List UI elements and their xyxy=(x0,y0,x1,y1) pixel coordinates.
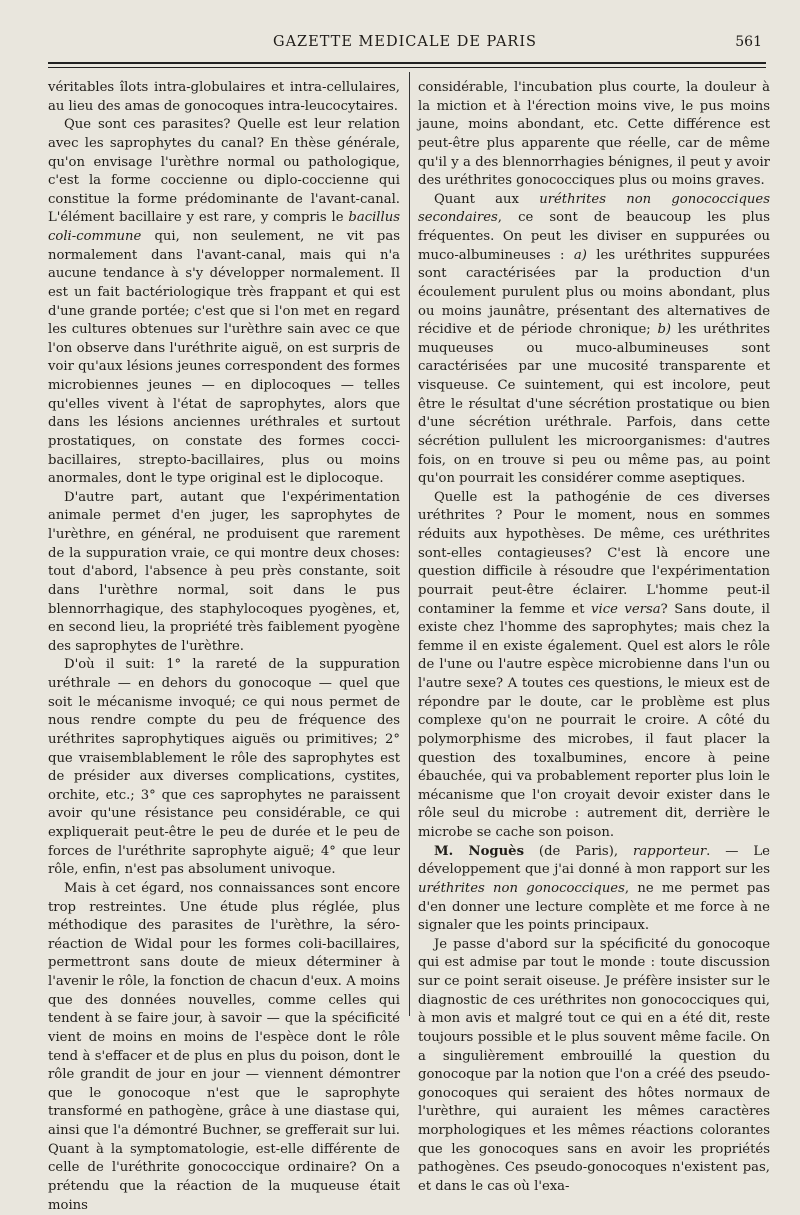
paragraph: M. Noguès (de Paris), rapporteur. — Le développement que j'ai donné à mon rapport sur les uréthrites non gonococciques, ne me permet pas d'en donner une lecture complète et me force à ne signaler que les points principaux. xyxy=(418,843,770,934)
paragraph: Que sont ces parasites? Quelle est leur relation avec les saprophytes du canal? En thèse générale, qu'on envisage l'urèthre normal ou pathologique, c'est la forme coccienne ou diplo-coccienne qui constitue la forme prédominante de l'avant-canal. L'élément bacillaire y est rare, y compris le bacillus coli-commune qui, non seulement, ne vit pas normalement dans l'avant-canal, mais qui n'a aucune tendance à s'y développer normalement. Il est un fait bactériologique très frappant et qui est d'une grande portée; c'est que si l'on met en regard les cultures obtenues sur l'urèthre sain avec ce que l'on observe dans l'uréthrite aiguë, on est surpris de voir qu'aux lésions jeunes correspondent des formes microbiennes jeunes — en diplocoques — telles qu'elles vivent à l'état de saprophytes, alors que dans les lésions anciennes uréthrales et surtout prostatiques, on constate des formes cocci-bacillaires, strepto-bacillaires, plus ou moins anormales, dont le type original est le diplocoque. xyxy=(48,117,400,487)
left-column xyxy=(48,79,400,1215)
journal-title: GAZETTE MEDICALE DE PARIS xyxy=(273,34,537,50)
paragraph: D'où il suit: 1° la rareté de la suppuration uréthrale — en dehors du gonocoque — quel que soit le mécanisme invoqué; ce qui nous permet de nous rendre compte du peu de fréquence des uréthrites saprophytiques aiguës ou primitives; 2° que vraisemblablement le rôle des saprophytes est de présider aux diverses complications, cystites, orchite, etc.; 3° que ces saprophytes ne paraissent avoir qu'une résistance peu considérable, ce qui expliquerait peut-être le peu de durée et le peu de forces de l'uréthrite saprophyte aiguë; 4° que leur rôle, enfin, n'est pas absolument univoque. xyxy=(48,657,400,878)
page-header xyxy=(48,34,762,58)
header-rule-thin xyxy=(48,67,766,68)
paragraph: véritables îlots intra-globulaires et intra-cellulaires, au lieu des amas de gonocoques intra-leucocytaires. xyxy=(48,80,400,114)
header-rule xyxy=(48,62,766,64)
paragraph: considérable, l'incubation plus courte, la douleur à la miction et à l'érection moins vive, le pus moins jaune, moins abondant, etc. Cette différence est peut-être plus apparente que réelle, car de même qu'il y a des blennorrhagies bénignes, il peut y avoir des uréthrites gonococciques plus ou moins graves. xyxy=(418,80,770,189)
paragraph: Quant aux uréthrites non gonococciques secondaires, ce sont de beaucoup les plus fréquentes. On peut les diviser en suppurées ou muco-albumineuses : a) les uréthrites suppurées sont caractérisées par la production d'un écoulement purulent plus ou moins abondant, plus ou moins jaunâtre, présentant des alternatives de récidive et de période chronique; b) les uréthrites muqueuses ou muco-albumineuses sont caractérisées par une mucosité transparente et visqueuse. Ce suintement, qui est incolore, peut être le résultat d'une sécrétion prostatique ou bien d'une sécrétion uréthrale. Parfois, dans cette sécrétion pullulent les microorganismes: d'autres fois, on en trouve si peu ou même pas, au point qu'on pourrait les considérer comme aseptiques. xyxy=(418,191,771,487)
paragraph: Quelle est la pathogénie de ces diverses uréthrites ? Pour le moment, nous en sommes réduits aux hypothèses. De même, ces uréthrites sont-elles contagieuses? C'est là encore une question difficile à résoudre que l'expérimentation pourrait peut-être éclairer. L'homme peut-il contaminer la femme et vice versa? Sans doute, il existe chez l'homme des saprophytes; mais chez la femme il en existe également. Quel est alors le rôle de l'une ou l'autre espèce microbienne dans l'un ou l'autre sexe? A toutes ces questions, le mieux est de répondre par le doute, car le problème est plus complexe qu'on ne pourrait le croire. A côté du polymorphisme des microbes, il faut placer la question des toxalbumines, encore à peine ébauchée, qui va probablement reporter plus loin le mécanisme que l'on croyait devoir exister dans le rôle seul du microbe : autrement dit, derrière le microbe se cache son poison. xyxy=(418,489,770,840)
right-column xyxy=(418,79,770,1197)
paragraph: Mais à cet égard, nos connaissances sont encore trop restreintes. Une étude plus réglée, plus méthodique des parasites de l'urèthre, la séro-réaction de Widal pour les formes coli-bacillaires, permettront sans doute de mieux déterminer à l'avenir le rôle, la fonction de chacun d'eux. A moins que des données nouvelles, comme celles qui tendent à se faire jour, à savoir — que la spécificité vient de moins en moins de l'espèce dont le rôle tend à s'effacer et de plus en plus du poison, dont le rôle grandit de jour en jour — viennent démontrer que le gonocoque n'est que le saprophyte transformé en pathogène, grâce à une diastase qui, ainsi que l'a démontré Buchner, se grefferait sur lui. Quant à la symptomatologie, est-elle différente de celle de l'uréthrite gonococcique ordinaire? On a prétendu que la réaction de la muqueuse était moins xyxy=(48,880,400,1213)
paragraph: D'autre part, autant que l'expérimentation animale permet d'en juger, les saprophytes de l'urèthre, en général, ne produisent que rarement de la suppuration vraie, ce qui montre deux choses: tout d'abord, l'absence à peu près constante, soit dans l'urèthre normal, soit dans le pus blennorrhagique, des staphylocoques pyogènes, et, en second lieu, la propriété très faiblement pyogène des saprophytes de l'urèthre. xyxy=(48,489,400,654)
page-number: 561 xyxy=(735,34,762,50)
paragraph: Je passe d'abord sur la spécificité du gonocoque qui est admise par tout le monde : toute discussion sur ce point serait oiseuse. Je préfère insister sur le diagnostic de ces uréthrites non gonococciques qui, à mon avis et malgré tout ce qui en a été dit, reste toujours possible et le plus souvent même facile. On a singulièrement embrouillé la question du gonocoque par la notion que l'on a créé des pseudo-gonocoques qui seraient des hôtes normaux de l'urèthre, qui auraient les mêmes caractères morphologiques et les mêmes réactions colorantes que les gonocoques sans en avoir les propriétés pathogènes. Ces pseudo-gonocoques n'existent pas, et dans le cas où l'exa- xyxy=(418,936,770,1194)
column-divider xyxy=(409,72,410,1016)
